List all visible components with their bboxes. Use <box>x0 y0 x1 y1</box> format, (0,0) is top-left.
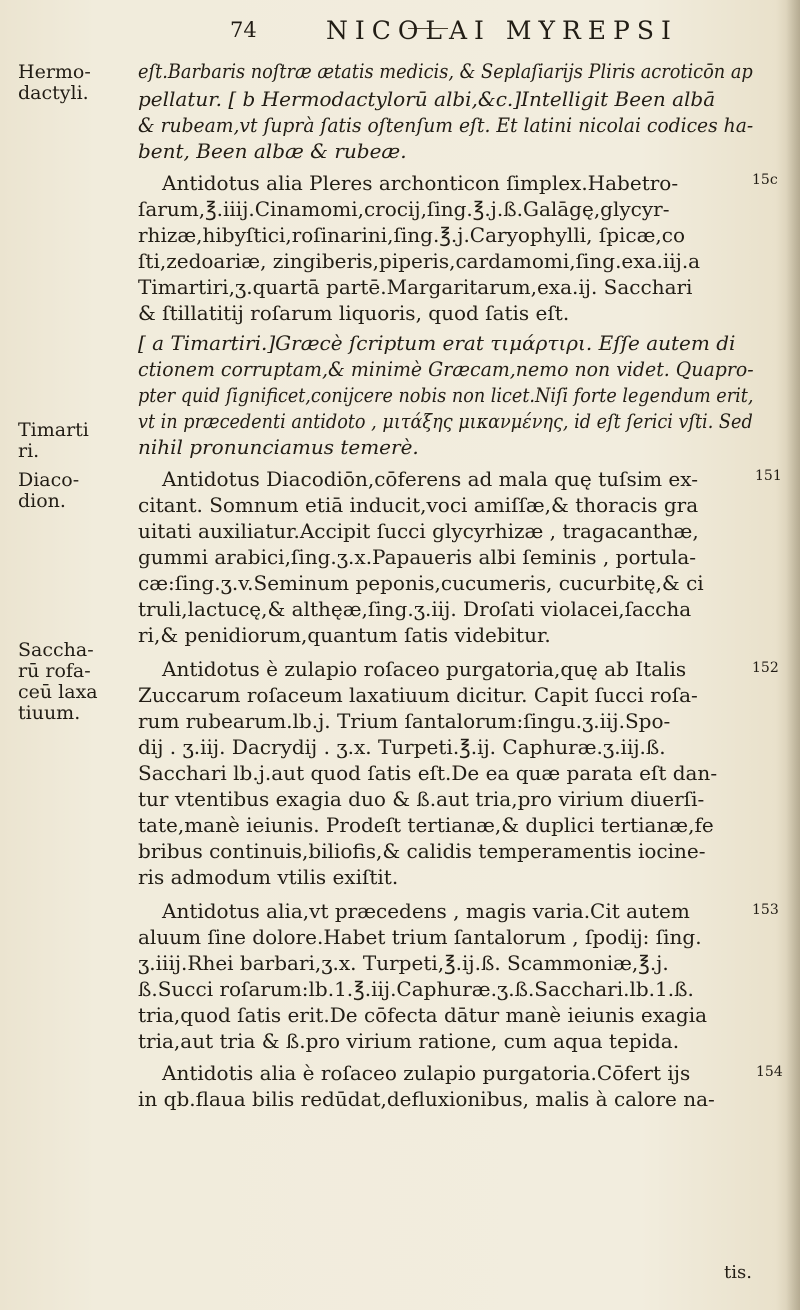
margin-note-diacodion <box>18 470 79 512</box>
text-line: rum rubearum.lb.j. Trium ſantalorum:ſingu.ʒ.iij.Spo- <box>138 709 671 733</box>
text-line: tate,manè ieiunis. Prodeſt tertianæ,& duplici tertianæ,fe <box>138 813 714 837</box>
text-line: & ſtillatitij roſarum liquoris, quod ſatis eſt. <box>138 301 570 325</box>
side-number: 151 <box>755 468 782 484</box>
text-line: cæ:ſing.ʒ.v.Seminum peponis,cucumeris, cucurbitę,& ci <box>138 571 704 595</box>
text-line: ſarum,℥.iiij.Cinamomi,crocij,ſing.℥.j.ß.Galāgę,glycyr- <box>138 197 670 221</box>
text-line: Antidotus alia Pleres archonticon ſimplex.Habetro- <box>162 171 679 195</box>
side-number: 153 <box>752 902 779 918</box>
page-number: 74 <box>230 18 257 42</box>
text-line: truli,lactucę,& althęæ,ſing.ʒ.iij. Droſati violacei,ſaccha <box>138 597 692 621</box>
text-line: pellatur. [ b Hermodactylorū albi,&c.]Intelligit Been albā <box>138 87 716 111</box>
text-line: pter quid ſignificet,conijcere nobis non licet.Niſi forte legendum erit, <box>138 383 754 407</box>
text-line: Antidotus è zulapio roſaceo purgatoria,quę ab Italis <box>162 657 687 681</box>
text-line: gummi arabici,ſing.ʒ.x.Papaueris albi ſeminis , portula- <box>138 545 697 569</box>
margin-note-line: dion. <box>18 490 66 512</box>
margin-note-line: Timarti <box>18 419 89 441</box>
text-line: & rubeam,vt ſuprà ſatis oſtenſum eſt. Et latini nicolai codices ha- <box>138 113 754 137</box>
margin-note-hermodactyli <box>18 62 91 104</box>
catchword: tis. <box>724 1262 752 1283</box>
text-line: citant. Somnum etiā inducit,voci amiſſæ,& thoracis gra <box>138 493 699 517</box>
text-line: ʒ.iiij.Rhei barbari,ʒ.x. Turpeti,℥.ij.ß. Scammoniæ,℥.j. <box>138 951 669 975</box>
side-number: 152 <box>752 660 779 676</box>
text-line: tria,quod ſatis erit.De cōfecta dātur manè ieiunis exagia <box>138 1003 708 1027</box>
text-line: Antidotis alia è roſaceo zulapio purgatoria.Cōfert ijs <box>162 1061 691 1085</box>
text-line: ſti,zedoariæ, zingiberis,piperis,cardamomi,ſing.exa.iij.a <box>138 249 701 273</box>
text-line: tria,aut tria & ß.pro virium ratione, cum aqua tepida. <box>138 1029 680 1053</box>
running-head: NICOLAI MYREPSI <box>326 16 678 45</box>
text-line: ß.Succi roſarum:lb.1.℥.iij.Caphuræ.ʒ.ß.Sacchari.lb.1.ß. <box>138 977 694 1001</box>
text-line: Antidotus Diacodiōn,cōferens ad mala quę tuſsim ex- <box>162 467 698 491</box>
margin-note-line: ri. <box>18 440 40 462</box>
text-line: Sacchari lb.j.aut quod ſatis eſt.De ea quæ parata eſt dan- <box>138 761 718 785</box>
text-line: uitati auxiliatur.Accipit ſucci glycyrhizæ , tragacanthæ, <box>138 519 699 543</box>
text-line: dij . ʒ.iij. Dacrydij . ʒ.x. Turpeti.℥.ij. Caphuræ.ʒ.iij.ß. <box>138 735 666 759</box>
text-line: Zuccarum roſaceum laxatiuum dicitur. Capit ſucci roſa- <box>138 683 698 707</box>
text-line: nihil pronunciamus temerè. <box>138 435 419 459</box>
text-line: aluum ſine dolore.Habet trium ſantalorum , ſpodij: ſing. <box>138 925 702 949</box>
text-line: bribus continuis,biliofis,& calidis temperamentis iocine- <box>138 839 706 863</box>
margin-note-line: tiuum. <box>18 702 81 724</box>
margin-note-timartiri <box>18 420 89 462</box>
text-line: tur vtentibus exagia duo & ß.aut tria,pro virium diuerſi- <box>138 787 705 811</box>
text-line: in qb.flaua bilis redūdat,defluxionibus, malis à calore na- <box>138 1087 715 1111</box>
margin-note-line: Diaco- <box>18 469 80 491</box>
text-line: Antidotus alia,vt præcedens , magis varia.Cit autem <box>162 899 690 923</box>
text-line: ris admodum vtilis exiſtit. <box>138 865 399 889</box>
text-line: bent, Been albæ & rubeæ. <box>138 139 407 163</box>
text-line: eſt.Barbaris noſtræ ætatis medicis, & Seplaſiarijs Pliris acroticōn ap <box>138 59 753 83</box>
text-line: ctionem corruptam,& minimè Græcam,nemo non videt. Quapro- <box>138 357 754 381</box>
text-line: ri,& penidiorum,quantum ſatis videbitur. <box>138 623 551 647</box>
text-line: vt in præcedenti antidoto , μιτάξης μικανμένης, id eſt ſerici vſti. Sed <box>138 409 753 433</box>
text-line: [ a Timartiri.]Græcè ſcriptum erat τιμάρτιρι. Eſſe autem di <box>138 331 736 355</box>
page-header <box>230 14 700 54</box>
margin-note-line: Saccha- <box>18 639 94 661</box>
margin-note-line: Hermo- <box>18 61 91 83</box>
margin-note-line: rū rofa- <box>18 660 91 682</box>
margin-note-saccharum <box>18 640 98 724</box>
text-line: Timartiri,ʒ.quartā partē.Margaritarum,exa.ij. Sacchari <box>138 275 693 299</box>
side-number: 15c <box>752 172 778 188</box>
margin-note-line: ceū laxa <box>18 681 98 703</box>
margin-note-line: dactyli. <box>18 82 89 104</box>
page-edge-shadow <box>786 0 800 1310</box>
text-line: rhizæ,hibyſtici,roſinarini,ſing.℥.j.Caryophylli, ſpicæ,co <box>138 223 686 247</box>
side-number: 154 <box>756 1064 783 1080</box>
